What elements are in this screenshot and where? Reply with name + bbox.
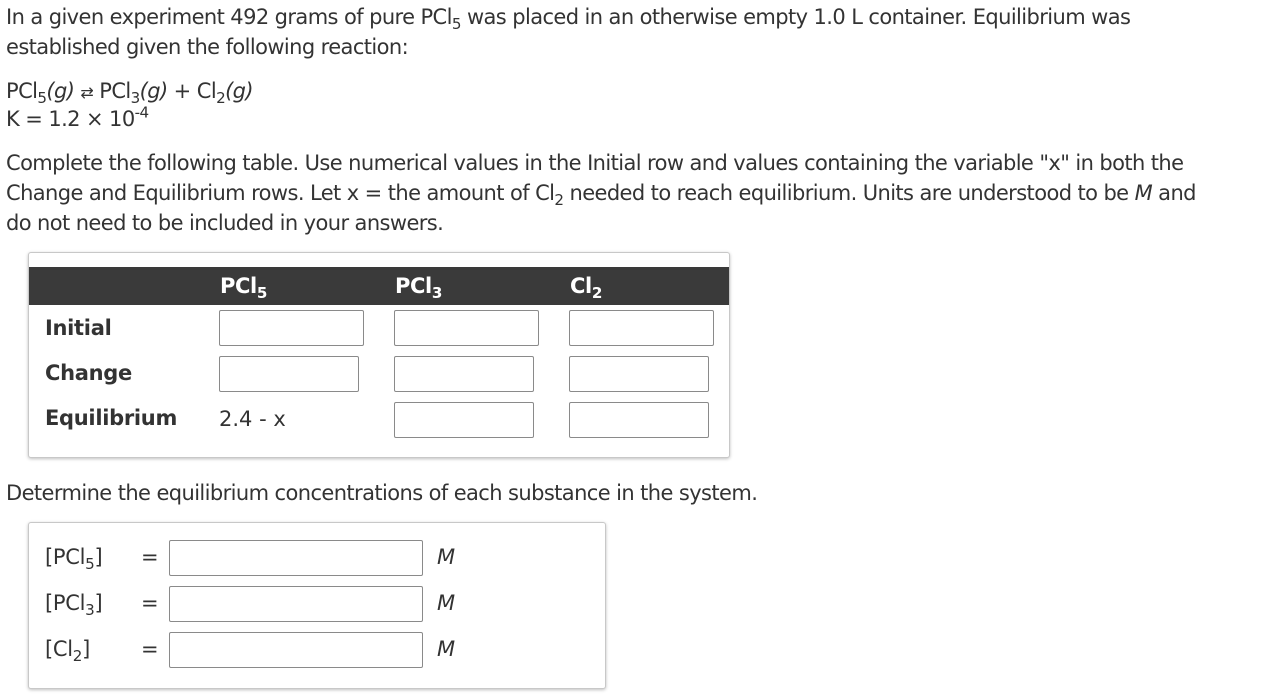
column-header-label: Cl — [570, 274, 592, 298]
column-header-subscript: 3 — [431, 283, 442, 302]
initial-pcl5-input[interactable] — [219, 310, 364, 346]
product1-formula: PCl — [99, 79, 131, 103]
unit-label: M — [437, 637, 456, 661]
equals-sign: = — [141, 591, 159, 615]
equilibrium-pcl3-input[interactable] — [394, 402, 534, 438]
determine-prompt — [6, 478, 757, 508]
conc-label-text: [PCl — [45, 545, 86, 569]
ice-table — [28, 252, 730, 458]
plus-sign: + — [167, 79, 197, 103]
problem-intro-line2 — [6, 32, 408, 62]
k-exponent: -4 — [134, 103, 149, 122]
initial-pcl3-input[interactable] — [394, 310, 539, 346]
column-header-label: PCl — [220, 274, 257, 298]
equals-sign: = — [141, 637, 159, 661]
product2-state: (g) — [225, 79, 253, 103]
pcl3-concentration-input[interactable] — [169, 586, 423, 622]
row-label-equilibrium: Equilibrium — [45, 406, 178, 430]
instructions-text: Complete the following table. Use numerical values in the Initial row and values containing the variable "x" in both the — [6, 151, 1184, 175]
instructions-subscript: 2 — [554, 190, 564, 209]
product2-formula: Cl — [196, 79, 217, 103]
instructions-text: Change and Equilibrium rows. Let x = the amount of Cl — [6, 181, 555, 205]
change-pcl5-input[interactable] — [219, 356, 359, 392]
conc-label-text: ] — [94, 591, 103, 615]
row-label-initial: Initial — [45, 316, 112, 340]
reactant-formula: PCl — [6, 79, 38, 103]
cl2-concentration-input[interactable] — [169, 632, 423, 668]
initial-cl2-input[interactable] — [569, 310, 714, 346]
unit-label: M — [437, 591, 456, 615]
intro-subscript: 5 — [451, 14, 461, 33]
conc-label-subscript: 2 — [72, 646, 83, 665]
instructions-line3 — [6, 208, 443, 238]
conc-label-pcl5 — [45, 545, 103, 573]
ice-table-header — [29, 267, 729, 305]
reactant-subscript: 5 — [37, 88, 47, 107]
conc-label-subscript: 3 — [85, 600, 95, 619]
instructions-text: do not need to be included in your answers. — [6, 211, 444, 235]
instructions-line2 — [6, 178, 1196, 208]
change-cl2-input[interactable] — [569, 356, 709, 392]
product1-state: (g) — [139, 79, 168, 103]
intro-text: In a given experiment 492 grams of pure PCl — [6, 5, 452, 29]
problem-intro-line1 — [6, 2, 1130, 32]
instructions-line1 — [6, 148, 1183, 178]
row-label-change: Change — [45, 361, 132, 385]
conc-label-text: [PCl — [45, 591, 86, 615]
concentration-answers — [28, 522, 606, 689]
column-header-pcl3 — [395, 267, 442, 305]
intro-text: was placed in an otherwise empty 1.0 L container. Equilibrium was — [460, 5, 1131, 29]
product2-subscript: 2 — [216, 88, 226, 107]
conc-label-text: [Cl — [45, 637, 73, 661]
conc-label-pcl3 — [45, 591, 103, 619]
conc-label-subscript: 5 — [85, 554, 95, 573]
change-pcl3-input[interactable] — [394, 356, 534, 392]
equals-sign: = — [141, 545, 159, 569]
molarity-unit: M — [1134, 181, 1153, 205]
conc-label-text: ] — [82, 637, 91, 661]
equilibrium-arrow-icon: ⇄ — [80, 83, 94, 102]
product1-subscript: 3 — [130, 88, 140, 107]
conc-label-cl2 — [45, 637, 91, 665]
reactant-state: (g) — [46, 79, 75, 103]
conc-label-text: ] — [94, 545, 103, 569]
intro-text: established given the following reaction: — [6, 35, 409, 59]
equilibrium-cl2-input[interactable] — [569, 402, 709, 438]
column-header-cl2 — [570, 267, 602, 305]
equilibrium-pcl5-value: 2.4 - x — [219, 407, 286, 431]
k-value: K = 1.2 × 10 — [6, 107, 135, 131]
pcl5-concentration-input[interactable] — [169, 540, 423, 576]
equilibrium-constant — [6, 104, 148, 134]
instructions-text: and — [1152, 181, 1196, 205]
column-header-pcl5 — [220, 267, 267, 305]
column-header-label: PCl — [395, 274, 432, 298]
determine-text: Determine the equilibrium concentrations of each substance in the system. — [6, 481, 758, 505]
column-header-subscript: 2 — [591, 283, 602, 302]
instructions-text: needed to reach equilibrium. Units are understood to be — [563, 181, 1135, 205]
unit-label: M — [437, 545, 456, 569]
column-header-subscript: 5 — [256, 283, 267, 302]
